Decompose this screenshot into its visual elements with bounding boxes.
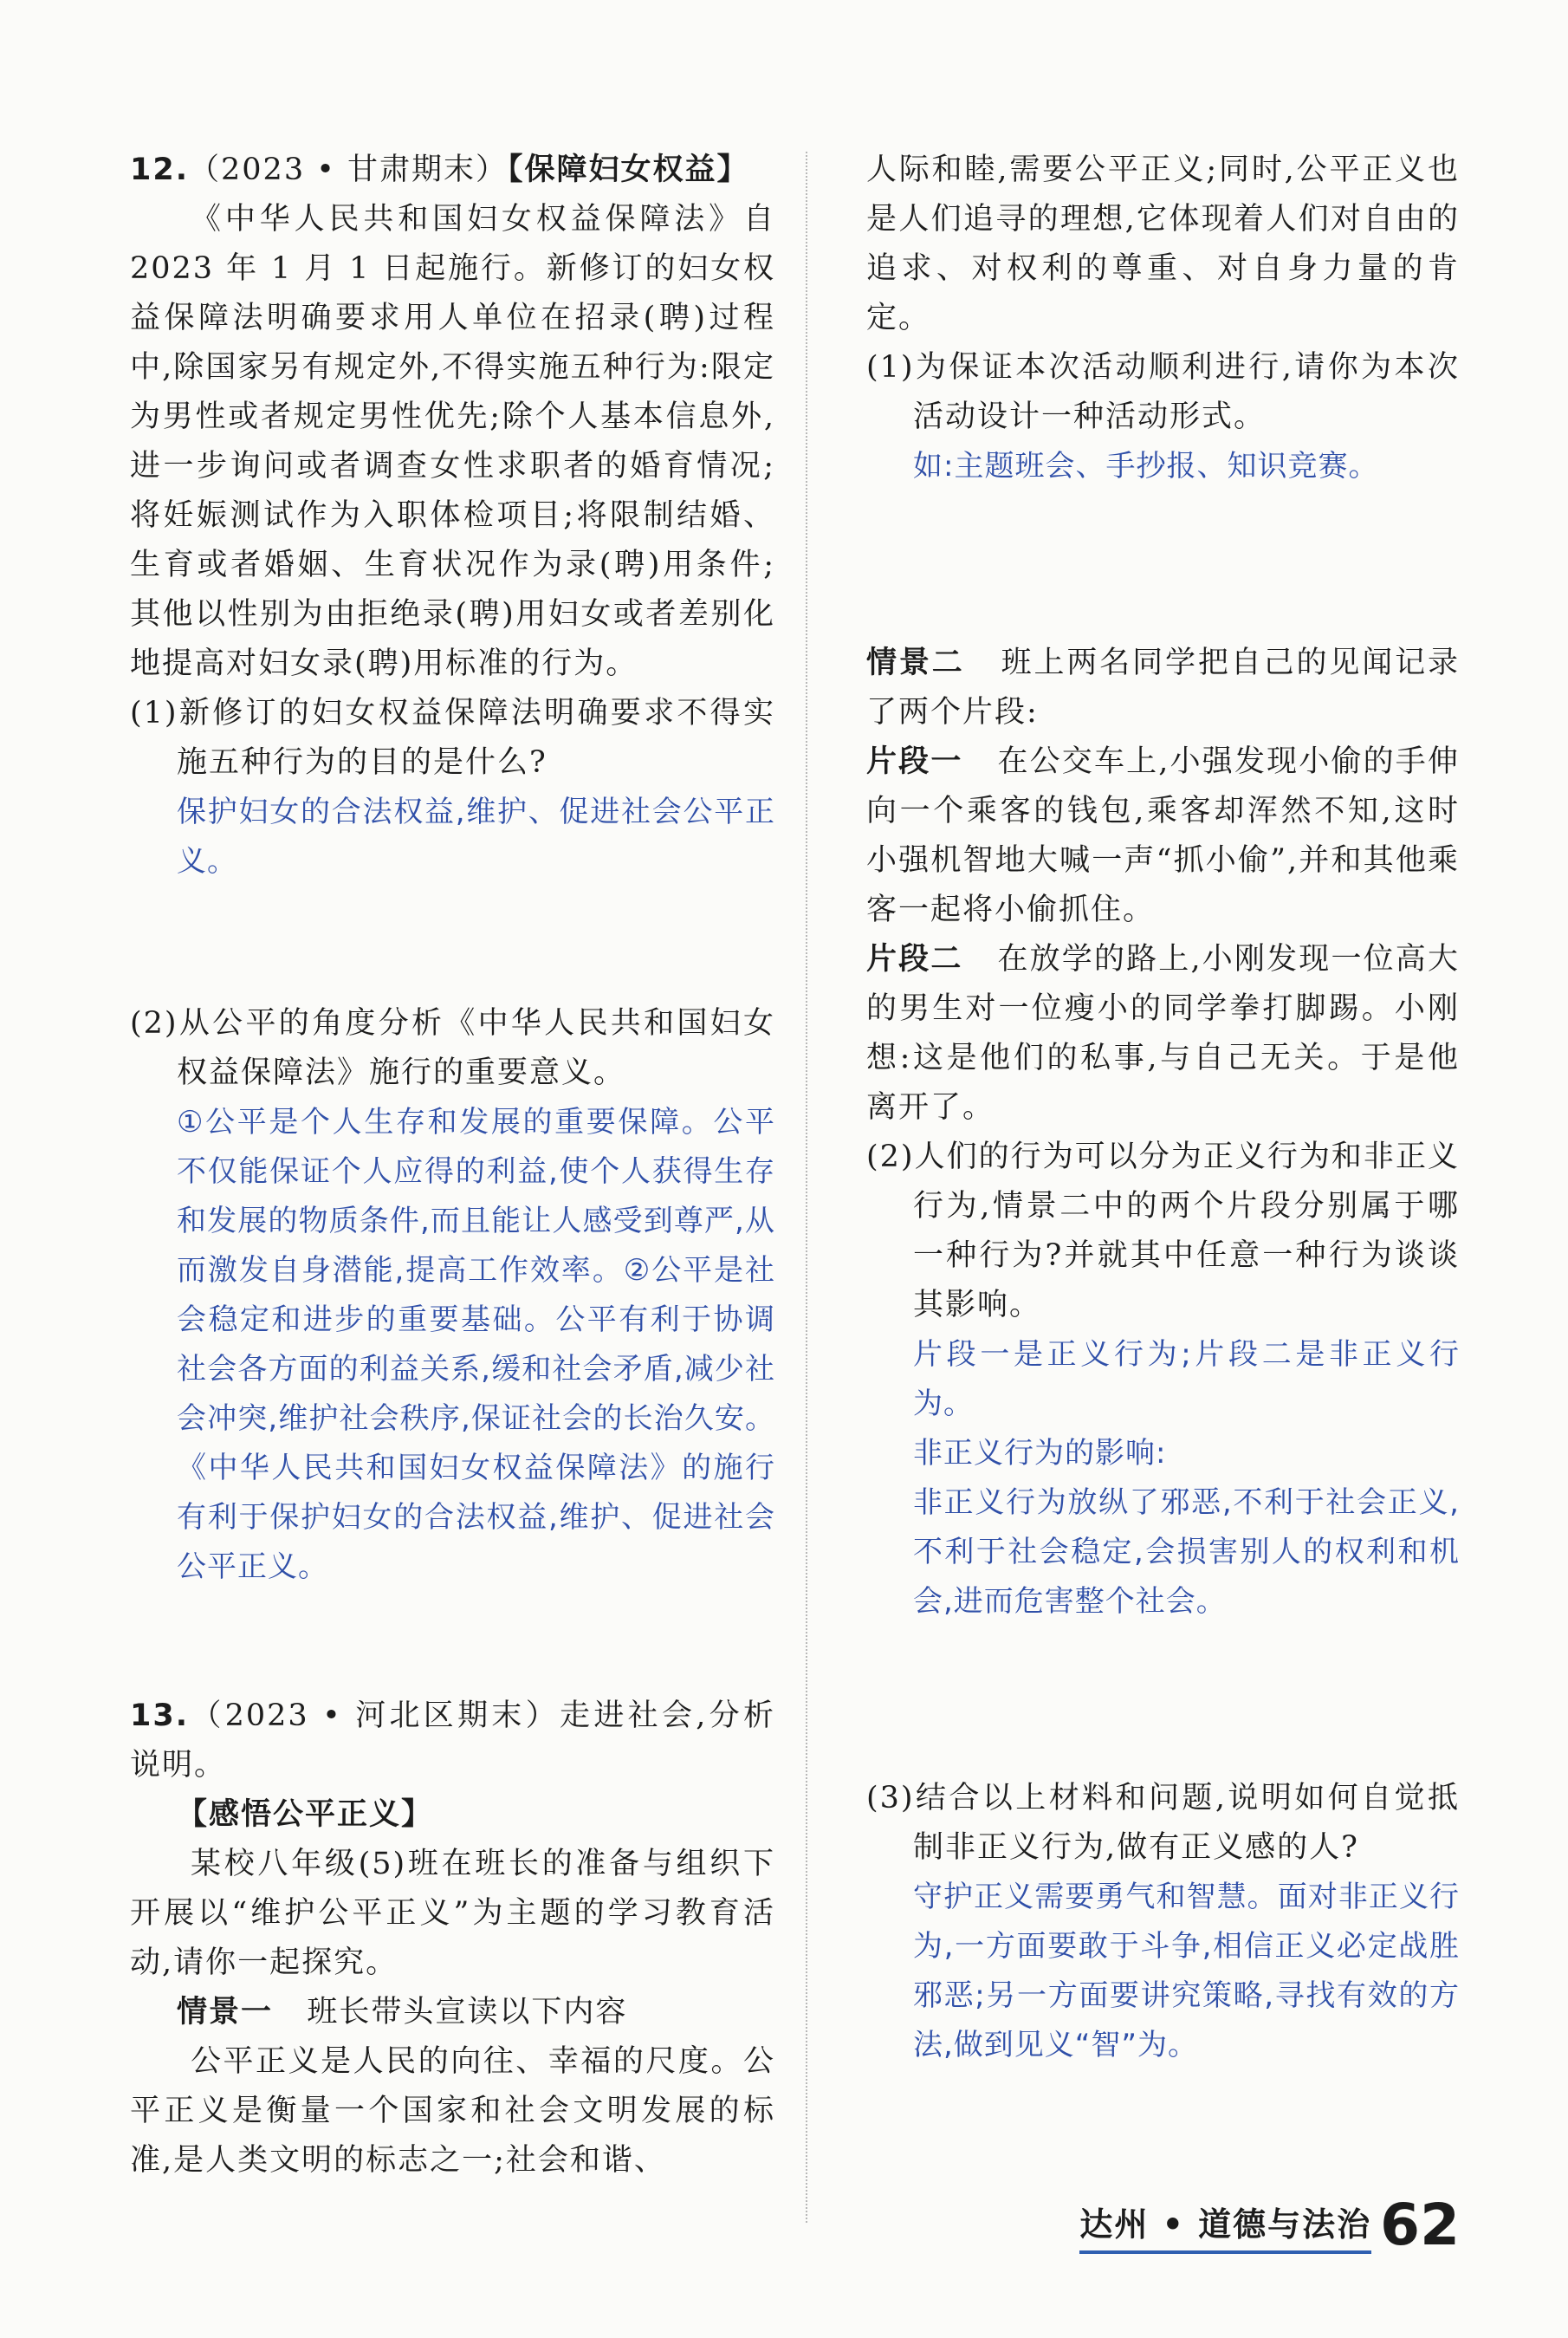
q12-material: 《中华人民共和国妇女权益保障法》自2023 年 1 月 1 日起施行。新修订的妇女权益保障法明确要求用人单位在招录(聘)过程中,除国家另有规定外,不得实施五种行为:限定为男性或者规定男性优先;除个人基本信息外,进一步询问或者调查女性求职者的婚育情况;将妊娠测试作为入职体检项目;将限制结婚、生育或者婚姻、生育状况作为录(聘)用条件;其他以性别为由拒绝录(聘)用妇女或者差别化地提高对妇女录(聘)用标准的行为。	[130, 202, 775, 681]
q12-sub1-answer: 保护妇女的合法权益,维护、促进社会公平正义。	[177, 795, 775, 879]
q13-scene1: 情景一 班长带头宣读以下内容	[177, 1995, 628, 2030]
q12-sub1-question: (1)新修订的妇女权益保障法明确要求不得实施五种行为的目的是什么?	[130, 696, 775, 780]
q13-scene2: 情景二 班上两名同学把自己的见闻记录了两个片段:	[866, 646, 1460, 730]
q13-fragment2: 片段二 在放学的路上,小刚发现一位高大的男生对一位瘦小的同学拳打脚踢。小刚想:这是他们的私事,与自己无关。于是他离开了。	[866, 942, 1460, 1125]
q12-sub2-answer: ①公平是个人生存和发展的重要保障。公平不仅能保证个人应得的利益,使个人获得生存和发展的物质条件,而且能让人感受到尊严,从而激发自身潜能,提高工作效率。②公平是社会稳定和进步的重要基础。公平有利于协调社会各方面的利益关系,缓和社会矛盾,减少社会冲突,维护社会秩序,保证社会的长治久安。《中华人民共和国妇女权益保障法》的施行有利于保护妇女的合法权益,维护、促进社会公平正义。	[177, 1105, 775, 1584]
q13-sub1-answer: 如:主题班会、手抄报、知识竞赛。	[913, 449, 1379, 484]
q13-sub2-answer-2: 非正义行为的影响:	[913, 1436, 1167, 1471]
q13-sub1-question: (1)为保证本次活动顺利进行,请你为本次活动设计一种活动形式。	[866, 350, 1460, 434]
page-number: 62	[1380, 2192, 1460, 2258]
q12-sub2-question: (2)从公平的角度分析《中华人民共和国妇女权益保障法》施行的重要意义。	[130, 1006, 775, 1090]
right-column	[866, 146, 1460, 2070]
q13-scene1-reading-cont: 人际和睦,需要公平正义;同时,公平正义也是人们追寻的理想,它体现着人们对自由的追求、对权利的尊重、对自身力量的肯定。	[866, 153, 1460, 335]
column-divider	[806, 152, 807, 2223]
q13-sub2-answer-1: 片段一是正义行为;片段二是非正义行为。	[913, 1337, 1460, 1421]
q13-sub3-answer: 守护正义需要勇气和智慧。面对非正义行为,一方面要敢于斗争,相信正义必定战胜邪恶;另一方面要讲究策略,寻找有效的方法,做到见义“智”为。	[913, 1880, 1460, 2062]
left-column	[130, 146, 775, 2185]
book-title: 达州 • 道德与法治	[1079, 2198, 1371, 2254]
q13-topic: 【感悟公平正义】	[177, 1797, 434, 1832]
q12-header: 12.（2023 • 甘肃期末）【保障妇女权益】	[130, 153, 749, 187]
q13-intro: 某校八年级(5)班在班长的准备与组织下开展以“维护公平正义”为主题的学习教育活动,请你一起探究。	[130, 1847, 775, 1980]
q13-sub2-question: (2)人们的行为可以分为正义行为和非正义行为,情景二中的两个片段分别属于哪一种行为?并就其中任意一种行为谈谈其影响。	[866, 1140, 1460, 1322]
q13-fragment1: 片段一 在公交车上,小强发现小偷的手伸向一个乘客的钱包,乘客却浑然不知,这时小强机智地大喊一声“抓小偷”,并和其他乘客一起将小偷抓住。	[866, 744, 1460, 927]
q13-scene1-reading: 公平正义是人民的向往、幸福的尺度。公平正义是衡量一个国家和社会文明发展的标准,是人类文明的标志之一;社会和谐、	[130, 2044, 775, 2178]
page-footer	[1079, 2192, 1460, 2258]
q13-header: 13.（2023 • 河北区期末）走进社会,分析说明。	[130, 1698, 775, 1783]
q13-sub3-question: (3)结合以上材料和问题,说明如何自觉抵制非正义行为,做有正义感的人?	[866, 1781, 1460, 1865]
q13-sub2-answer-3: 非正义行为放纵了邪恶,不利于社会正义,不利于社会稳定,会损害别人的权利和机会,进而危害整个社会。	[913, 1485, 1460, 1619]
